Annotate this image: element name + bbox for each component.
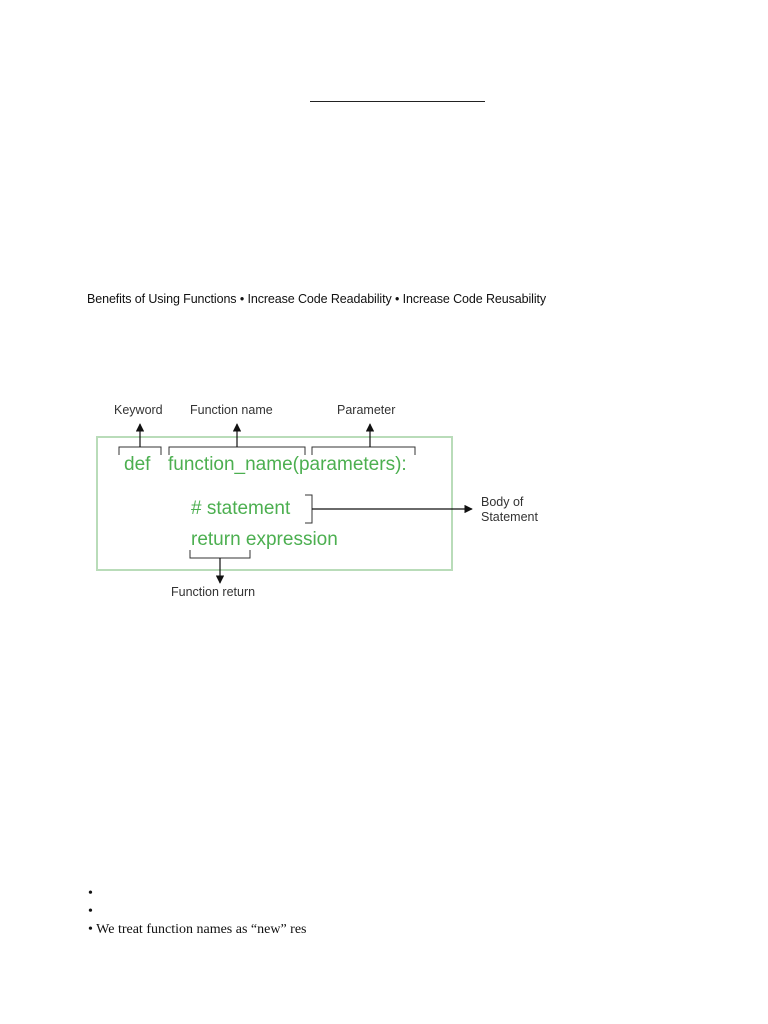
- function-return-label: Function return: [171, 585, 256, 599]
- body-label-line1: Body of: [481, 495, 524, 509]
- bullet-list: [88, 885, 306, 939]
- keyword-label: Keyword: [114, 403, 163, 417]
- function-name-label: Function name: [190, 403, 273, 417]
- title-underline: [310, 101, 485, 102]
- bullet-item: •: [88, 886, 93, 901]
- body-of-statement-label: [481, 495, 561, 525]
- code-return: return expression: [191, 529, 338, 550]
- code-statement: # statement: [191, 498, 291, 519]
- function-syntax-diagram: [90, 395, 560, 610]
- benefits-text: Benefits of Using Functions • Increase Code Readability • Increase Code Reusability: [87, 292, 547, 306]
- body-label-line2: Statement: [481, 510, 538, 524]
- return-bracket: [190, 550, 250, 558]
- bullet-item: • We treat function names as “new” res: [88, 922, 307, 937]
- parameter-label: Parameter: [337, 403, 396, 417]
- statement-bracket: [305, 495, 312, 523]
- code-signature: function_name(parameters):: [168, 454, 407, 475]
- code-def-keyword: def: [124, 454, 151, 475]
- bullet-item: •: [88, 904, 93, 919]
